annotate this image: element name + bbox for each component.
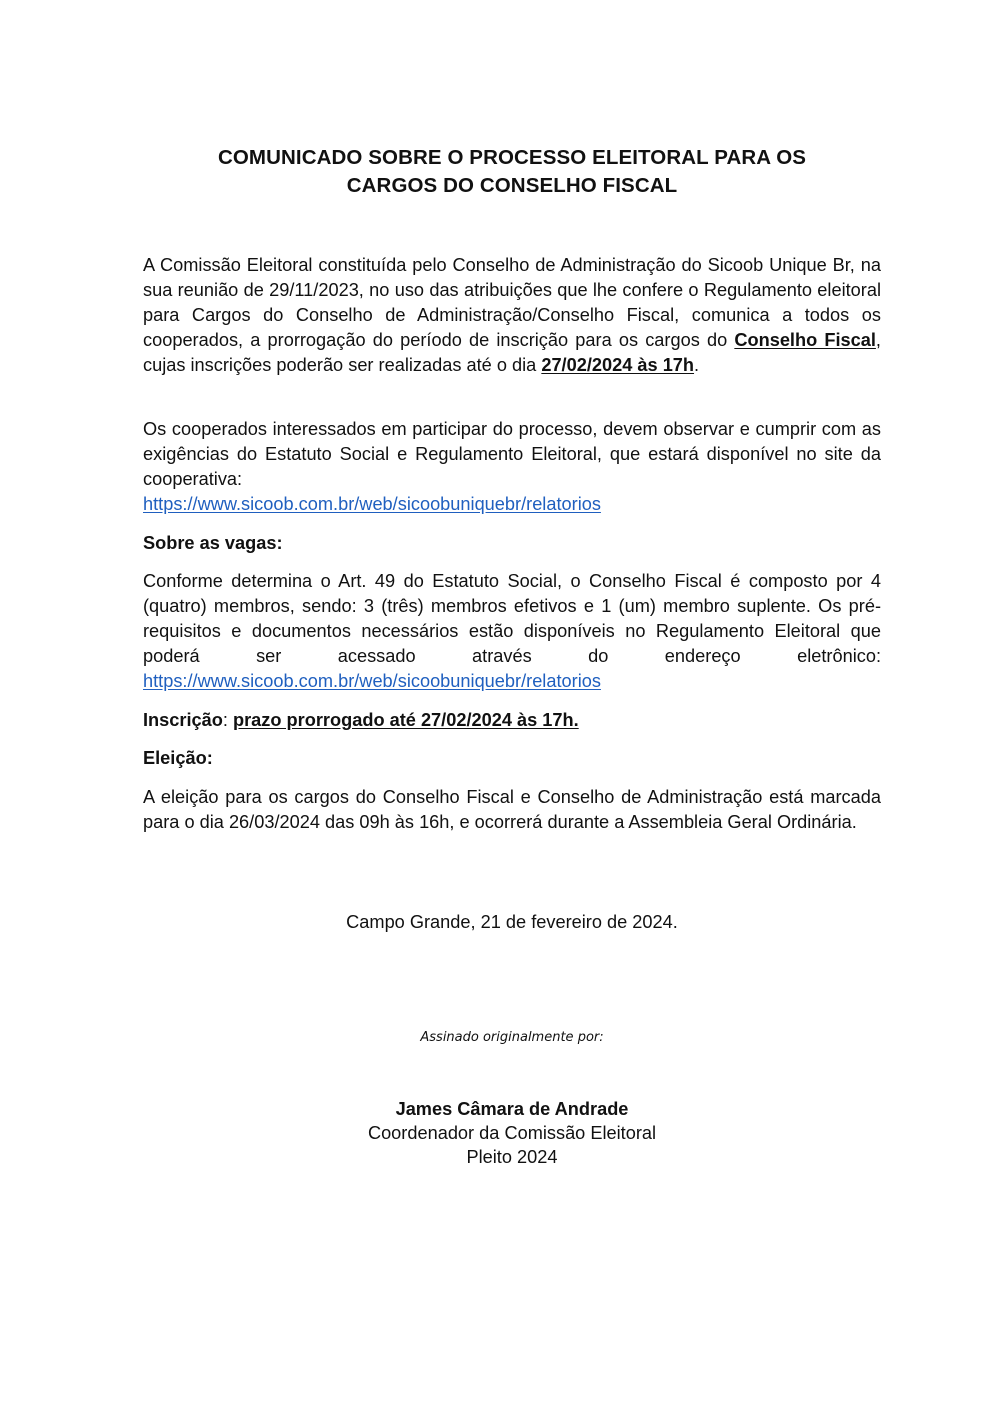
- inscricao-value: prazo prorrogado até 27/02/2024 às 17h.: [232, 710, 579, 730]
- eleicao-heading: Eleição:: [143, 748, 213, 768]
- regulation-link-2[interactable]: https://www.sicoob.com.br/web/sicoobuniquebr/relatorios: [143, 671, 601, 691]
- inscricao-line: [143, 708, 881, 733]
- inscricao-separator: :: [222, 710, 233, 730]
- title-line-2: CARGOS DO CONSELHO FISCAL: [346, 174, 678, 197]
- signer-election: Pleito 2024: [466, 1147, 558, 1167]
- paragraph-requirements: [143, 417, 881, 517]
- vagas-text: Conforme determina o Art. 49 do Estatuto Social, o Conselho Fiscal é composto por 4 (quatro) membros, sendo: 3 (três) membros efetivos e 1 (um) membro suplente. Os pré-requisitos e documentos necessários estão disponíveis no Regulamento Eleitoral que poderá ser acessado através do endereço eletrônico:: [143, 571, 881, 666]
- eleicao-text: A eleição para os cargos do Conselho Fiscal e Conselho de Administração está marcada para o dia 26/03/2024 das 09h às 16h, e ocorrerá durante a Assembleia Geral Ordinária.: [143, 787, 881, 832]
- document-title: [100, 144, 924, 200]
- intro-text-1: A Comissão Eleitoral constituída pelo Conselho de Administração do Sicoob Unique Br, na sua reunião de 29/11/2023, no uso das atribuições que lhe confere o Regulamento eleitoral para Cargos do Conselho de Administração/Conselho Fiscal, comunica a todos os cooperados, a prorrogação do período de inscrição para os cargos do: [143, 255, 881, 350]
- vagas-paragraph: [143, 569, 881, 694]
- signer-role: Coordenador da Comissão Eleitoral: [367, 1123, 657, 1143]
- signature-note: Assinado originalmente por:: [420, 1030, 604, 1045]
- vagas-heading: Sobre as vagas:: [143, 533, 283, 553]
- title-line-1: COMUNICADO SOBRE O PROCESSO ELEITORAL PARA OS: [217, 146, 807, 169]
- inscricao-label: Inscrição: [143, 710, 223, 730]
- deadline-highlight: 27/02/2024 às 17h: [541, 355, 695, 375]
- requirements-text: Os cooperados interessados em participar do processo, devem observar e cumprir com as exigências do Estatuto Social e Regulamento Eleitoral, que estará disponível no site da cooperativa:: [143, 419, 881, 489]
- intro-text-2: , cujas inscrições poderão ser realizadas até o dia: [143, 330, 881, 375]
- intro-end: .: [694, 355, 700, 375]
- signature-block: [100, 1097, 924, 1169]
- intro-paragraph: [143, 253, 881, 378]
- place-date: Campo Grande, 21 de fevereiro de 2024.: [346, 912, 678, 932]
- signer-name: James Câmara de Andrade: [395, 1099, 629, 1119]
- conselho-fiscal-highlight: Conselho Fiscal: [734, 330, 876, 350]
- regulation-link-1[interactable]: https://www.sicoob.com.br/web/sicoobuniquebr/relatorios: [143, 494, 601, 514]
